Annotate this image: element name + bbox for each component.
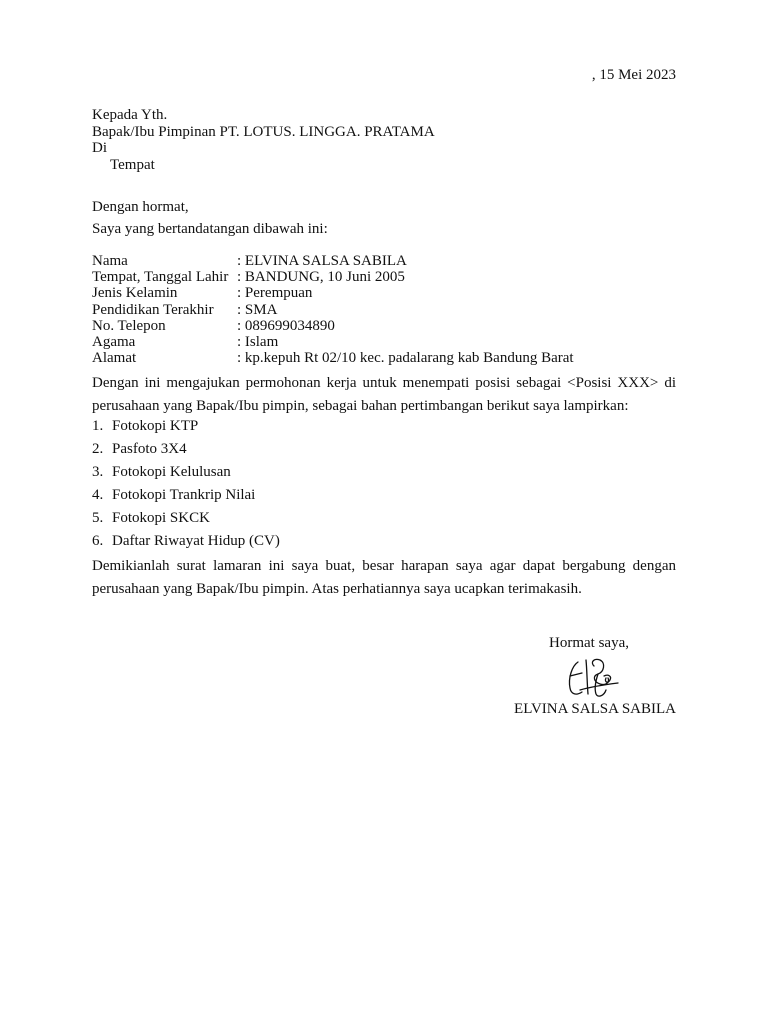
info-label: Pendidikan Terakhir	[92, 301, 214, 318]
info-value: : Islam	[237, 334, 279, 351]
info-label: Alamat	[92, 350, 137, 367]
list-text: Pasfoto 3X4	[112, 441, 187, 457]
info-label: No. Telepon	[92, 317, 166, 334]
info-label: Tempat, Tanggal Lahir	[92, 269, 229, 286]
list-number: 3.	[92, 464, 104, 480]
list-number: 2.	[92, 441, 104, 457]
addressee-block	[92, 107, 435, 173]
list-text: Fotokopi Kelulusan	[112, 464, 231, 480]
info-label: Jenis Kelamin	[92, 285, 178, 302]
personal-info-block	[92, 253, 574, 366]
list-number: 4.	[92, 487, 104, 503]
list-number: 1.	[92, 418, 104, 434]
list-text: Fotokopi KTP	[112, 418, 199, 434]
info-value: : Perempuan	[237, 285, 313, 302]
list-text: Daftar Riwayat Hidup (CV)	[112, 533, 280, 549]
info-row	[92, 334, 574, 350]
closing-greeting: Hormat saya,	[549, 635, 629, 651]
list-item	[92, 415, 280, 438]
attachment-list	[92, 415, 280, 553]
list-number: 5.	[92, 510, 104, 526]
info-label: Agama	[92, 334, 136, 351]
salutation: Dengan hormat,	[92, 199, 189, 215]
info-label: Nama	[92, 253, 128, 269]
closing-paragraph: Demikianlah surat lamaran ini saya buat, besar harapan saya agar dapat bergabung dengan perusahaan yang Bapak/Ibu pimpin. Atas perhatiannya saya ucapkan terimakasih.	[92, 558, 676, 597]
list-number: 6.	[92, 533, 104, 549]
info-value: : SMA	[237, 301, 278, 318]
info-row	[92, 285, 574, 301]
addressee-line: Di	[92, 140, 107, 156]
info-value: : 089699034890	[237, 317, 335, 334]
addressee-line: Kepada Yth.	[92, 107, 168, 123]
list-item	[92, 530, 280, 553]
addressee-line: Bapak/Ibu Pimpinan PT. LOTUS. LINGGA. PRATAMA	[92, 123, 435, 140]
info-row	[92, 269, 574, 285]
info-row	[92, 302, 574, 318]
info-value: : kp.kepuh Rt 02/10 kec. padalarang kab Bandung Barat	[237, 350, 574, 367]
list-item	[92, 484, 280, 507]
info-value: : BANDUNG, 10 Juni 2005	[237, 269, 405, 286]
intro-sentence: Saya yang bertandatangan dibawah ini:	[92, 221, 328, 237]
info-row	[92, 350, 574, 366]
signature-icon	[560, 654, 624, 702]
list-item	[92, 507, 280, 530]
application-paragraph: Dengan ini mengajukan permohonan kerja untuk menempati posisi sebagai <Posisi XXX> di perusahaan yang Bapak/Ibu pimpin, sebagai bahan pertimbangan berikut saya lampirkan:	[92, 375, 676, 414]
list-item	[92, 438, 280, 461]
info-row	[92, 253, 574, 269]
addressee-line: Tempat	[110, 156, 155, 173]
info-row	[92, 318, 574, 334]
signer-name: ELVINA SALSA SABILA	[514, 701, 676, 717]
info-value: : ELVINA SALSA SABILA	[237, 253, 407, 269]
list-text: Fotokopi Trankrip Nilai	[112, 487, 256, 503]
list-text: Fotokopi SKCK	[112, 510, 210, 526]
list-item	[92, 461, 280, 484]
letter-date: , 15 Mei 2023	[591, 67, 676, 83]
